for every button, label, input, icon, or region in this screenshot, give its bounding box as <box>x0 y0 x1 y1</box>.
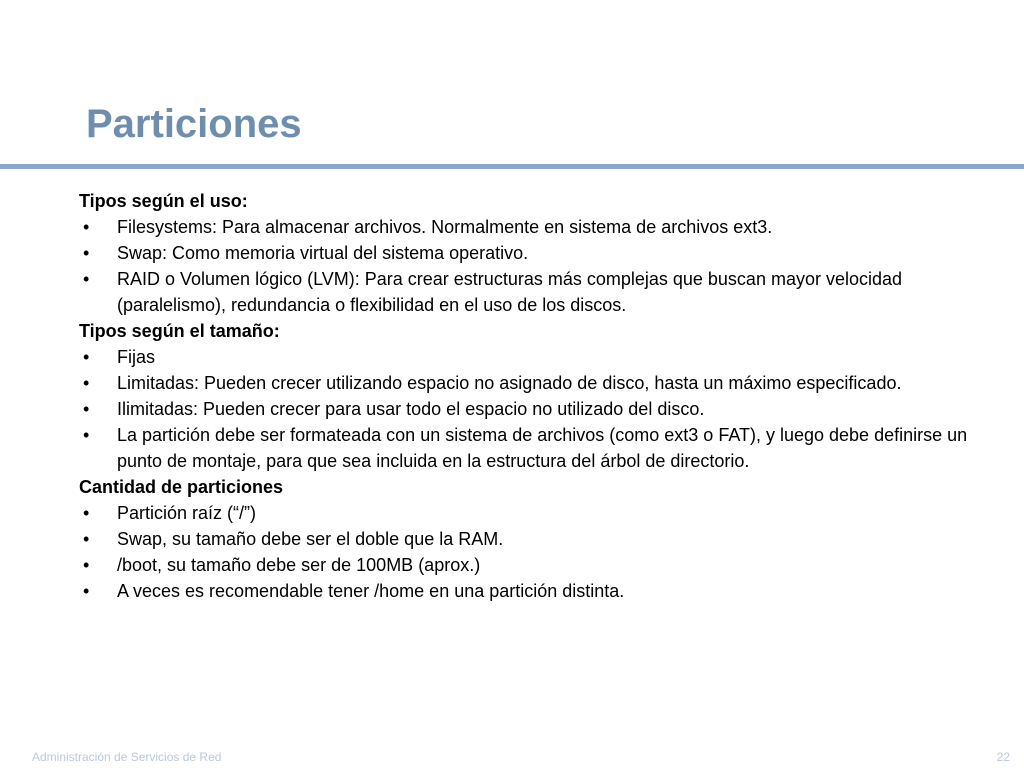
list-item-text: La partición debe ser formateada con un sistema de archivos (como ext3 o FAT), y luego debe definirse un punto de montaje, para que sea incluida en la estructura del árbol de directorio. <box>117 425 968 471</box>
list-item <box>79 526 979 552</box>
list-item <box>79 240 979 266</box>
list-item <box>79 370 979 396</box>
list-item-text: RAID o Volumen lógico (LVM): Para crear estructuras más complejas que buscan mayor velocidad (paralelismo), redundancia o flexibilidad en el uso de los discos. <box>117 269 903 315</box>
list-item-text: Swap: Como memoria virtual del sistema operativo. <box>117 243 529 263</box>
footer-course-title: Administración de Servicios de Red <box>32 750 222 764</box>
bullet-list <box>79 344 979 474</box>
bullet-icon: • <box>83 373 90 393</box>
list-item-text: Filesystems: Para almacenar archivos. Normalmente en sistema de archivos ext3. <box>117 217 773 237</box>
section-heading: Cantidad de particiones <box>79 477 284 497</box>
slide-content <box>79 188 979 604</box>
list-item-text: Fijas <box>117 347 156 367</box>
bullet-icon: • <box>83 503 90 523</box>
bullet-icon: • <box>83 243 90 263</box>
bullet-icon: • <box>83 217 90 237</box>
bullet-icon: • <box>83 399 90 419</box>
list-item <box>79 396 979 422</box>
bullet-icon: • <box>83 269 90 289</box>
list-item <box>79 552 979 578</box>
list-item <box>79 422 979 474</box>
list-item-text: Ilimitadas: Pueden crecer para usar todo el espacio no utilizado del disco. <box>117 399 705 419</box>
list-item <box>79 266 979 318</box>
list-item-text: /boot, su tamaño debe ser de 100MB (aprox.) <box>117 555 481 575</box>
list-item <box>79 578 979 604</box>
bullet-list <box>79 214 979 318</box>
list-item-text: Partición raíz (“/”) <box>117 503 257 523</box>
page-number: 22 <box>996 750 1010 764</box>
list-item <box>79 214 979 240</box>
list-item-text: Limitadas: Pueden crecer utilizando espacio no asignado de disco, hasta un máximo especificado. <box>117 373 902 393</box>
bullet-icon: • <box>83 529 90 549</box>
list-item <box>79 500 979 526</box>
bullet-icon: • <box>83 425 90 445</box>
section-heading: Tipos según el uso: <box>79 191 248 211</box>
bullet-icon: • <box>83 581 90 601</box>
bullet-list <box>79 500 979 604</box>
section-heading: Tipos según el tamaño: <box>79 321 280 341</box>
bullet-icon: • <box>83 555 90 575</box>
bullet-icon: • <box>83 347 90 367</box>
list-item-text: A veces es recomendable tener /home en una partición distinta. <box>117 581 625 601</box>
title-divider <box>0 164 1024 169</box>
page-title: Particiones <box>86 102 302 146</box>
list-item-text: Swap, su tamaño debe ser el doble que la RAM. <box>117 529 504 549</box>
list-item <box>79 344 979 370</box>
